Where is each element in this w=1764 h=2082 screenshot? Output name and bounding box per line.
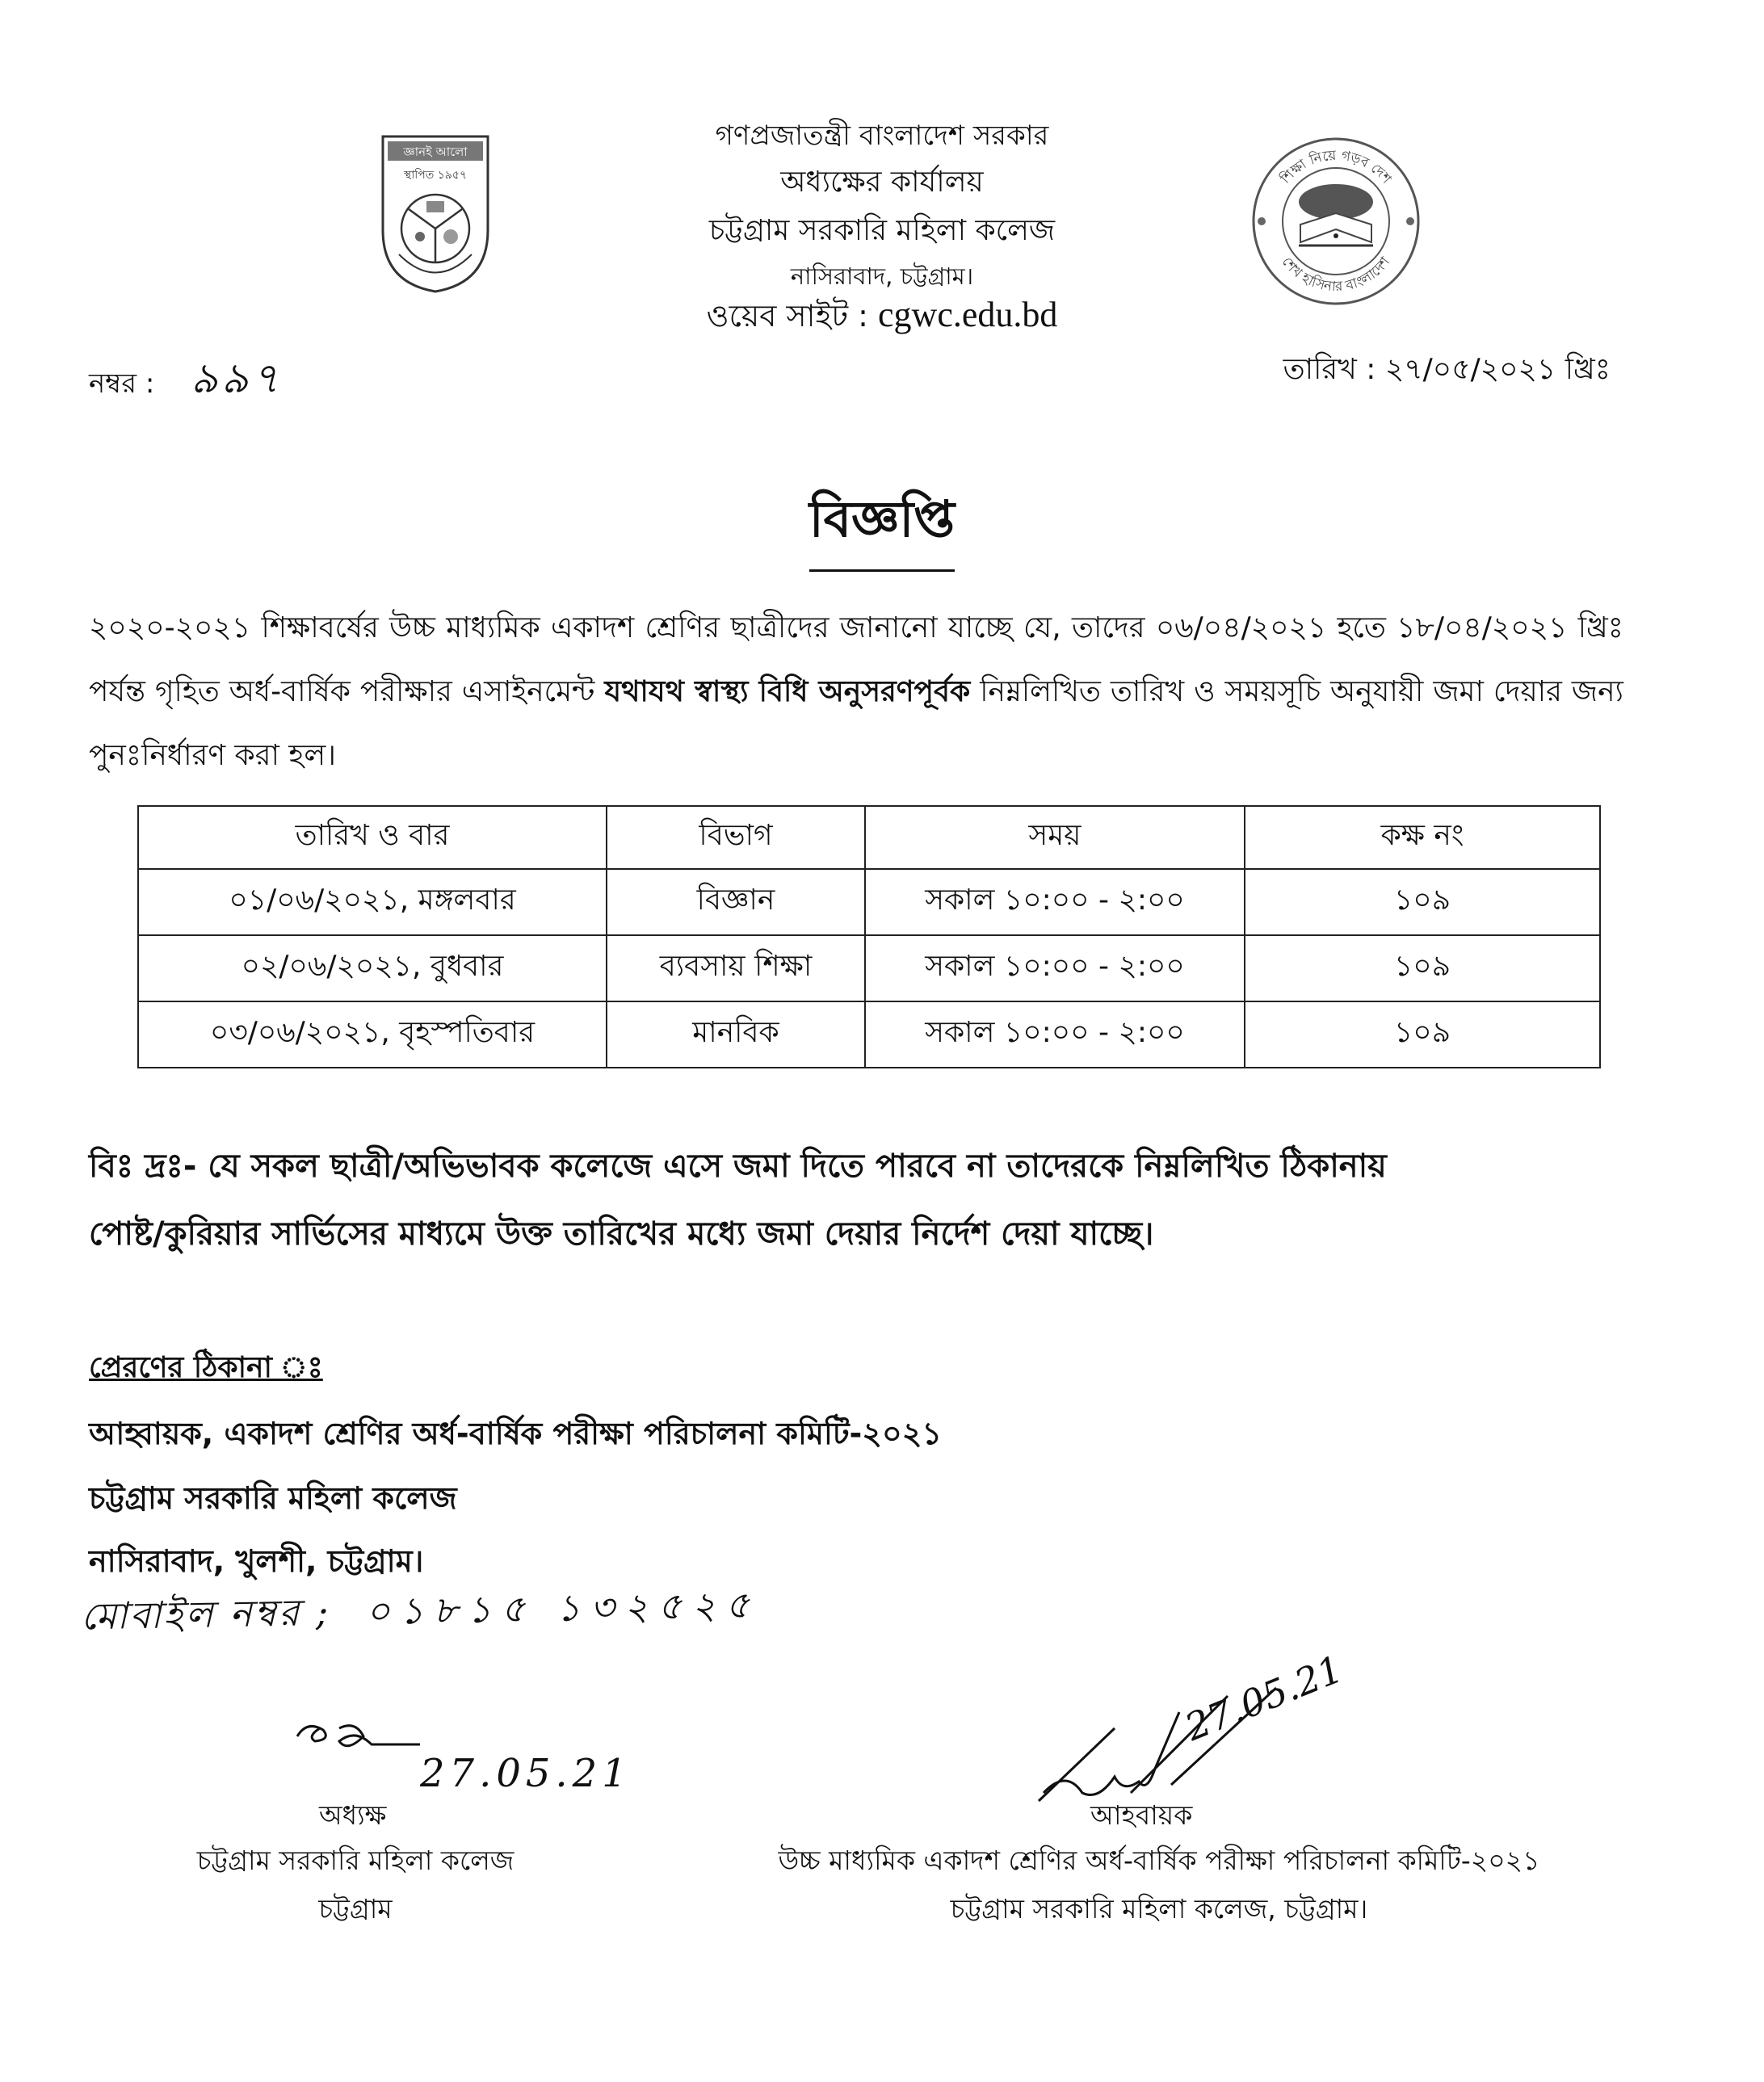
cell-time: সকাল ১০:০০ - ২:০০: [865, 935, 1245, 1001]
address-line-3: নাসিরাবাদ, খুলশী, চট্টগ্রাম।: [89, 1543, 424, 1579]
body-text-bold: যথাযথ স্বাস্থ্য বিধি অনুসরণপূর্বক: [604, 675, 971, 708]
mobile-label: মোবাইল নম্বর ;: [80, 1589, 331, 1639]
cell-room: ১০৯: [1245, 869, 1600, 935]
reference-value: ৯৯৭: [191, 355, 283, 403]
date-value: ২৭/০৫/২০২১ খ্রিঃ: [1384, 353, 1611, 386]
schedule-table: [137, 805, 1601, 1068]
header-room: কক্ষ নং: [1245, 806, 1600, 869]
website-label: ওয়েব সাইট :: [706, 298, 868, 334]
principal-city: চট্টগ্রাম: [318, 1893, 393, 1925]
special-note: [89, 1132, 1672, 1268]
table-row: [138, 869, 1600, 935]
website-line: [0, 292, 1764, 344]
cell-time: সকাল ১০:০০ - ২:০০: [865, 1001, 1245, 1068]
convener-committee: উচ্চ মাধ্যমিক একাদশ শ্রেণির অর্ধ-বার্ষিক পরীক্ষা পরিচালনা কমিটি-২০২১: [778, 1845, 1540, 1876]
notice-title: বিজ্ঞপ্তি: [0, 481, 1764, 572]
govt-name: গণপ্রজাতন্ত্রী বাংলাদেশ সরকার: [715, 120, 1049, 152]
cell-date: ০৩/০৬/২০২১, বৃহস্পতিবার: [138, 1001, 607, 1068]
cell-room: ১০৯: [1245, 935, 1600, 1001]
seal-bottom-text: শেখ হাসিনার বাংলাদেশ: [1278, 254, 1394, 296]
table-row: [138, 935, 1600, 1001]
date-label: তারিখ :: [1283, 353, 1376, 386]
mobile-value: ০১৮১৫ ১৩২৫২৫: [365, 1582, 760, 1634]
convener-role: আহবায়ক: [1090, 1799, 1193, 1831]
header-date: তারিখ ও বার: [138, 806, 607, 869]
header-department: বিভাগ: [607, 806, 865, 869]
college-name: চট্টগ্রাম সরকারি মহিলা কলেজ: [708, 214, 1056, 247]
convener-org: চট্টগ্রাম সরকারি মহিলা কলেজ, চট্টগ্রাম।: [950, 1893, 1368, 1925]
header-time: সময়: [865, 806, 1245, 869]
issue-date: [1283, 347, 1611, 396]
college-location: নাসিরাবাদ, চট্টগ্রাম।: [790, 262, 974, 290]
cell-room: ১০৯: [1245, 1001, 1600, 1068]
principal-org: চট্টগ্রাম সরকারি মহিলা কলেজ: [196, 1845, 514, 1876]
address-heading: প্রেরণের ঠিকানা ঃ: [89, 1351, 323, 1384]
table-header-row: [138, 806, 1600, 869]
convener-sign-date: 27.05.21: [1178, 1647, 1349, 1749]
table-row: [138, 1001, 1600, 1068]
address-line-2: চট্টগ্রাম সরকারি মহিলা কলেজ: [89, 1480, 457, 1516]
cell-date: ০১/০৬/২০২১, মঙ্গলবার: [138, 869, 607, 935]
office-name: অধ্যক্ষের কার্যালয়: [780, 166, 984, 199]
crest-motto: জ্ঞানই আলো: [403, 145, 468, 159]
seal-top-text: শিক্ষা নিয়ে গড়ব দেশ: [1277, 147, 1395, 187]
note-line-2: পোষ্ট/কুরিয়ার সার্ভিসের মাধ্যমে উক্ত তারিখের মধ্যে জমা দেয়ার নির্দেশ দেয়া যাচ্ছে।: [89, 1215, 1154, 1253]
cell-department: ব্যবসায় শিক্ষা: [607, 935, 865, 1001]
body-text-1: ২০২০-২০২১ শিক্ষাবর্ষের উচ্চ মাধ্যমিক একাদশ শ্রেণির ছাত্রীদের জানানো যাচ্ছে যে, তাদের ০৬/০৪/২০২১ হতে ১৮/০৪/২০২১ খ্রিঃ পর্যন্ত গৃহিত অর্ধ-বার্ষিক পরীক্ষার এসাইনমেন্ট: [89, 611, 1623, 708]
mobile-number-handwritten: [80, 1577, 759, 1651]
principal-sign-date: 27.05.21: [420, 1751, 632, 1796]
address-line-1: আহ্বায়ক, একাদশ শ্রেণির অর্ধ-বার্ষিক পরীক্ষা পরিচালনা কমিটি-২০২১: [89, 1416, 943, 1451]
cell-time: সকাল ১০:০০ - ২:০০: [865, 869, 1245, 935]
reference-number: [89, 346, 282, 416]
cell-department: বিজ্ঞান: [607, 869, 865, 935]
notice-body: [89, 596, 1623, 787]
body-text-2: নিম্নলিখিত তারিখ ও সময়সূচি অনুযায়ী জমা দেয়ার জন্য পুনঃনির্ধারণ করা হল।: [89, 675, 1623, 772]
reference-label: নম্বর :: [89, 367, 155, 400]
cell-date: ০২/০৬/২০২১, বুধবার: [138, 935, 607, 1001]
website-link[interactable]: cgwc.edu.bd: [878, 295, 1058, 334]
cell-department: মানবিক: [607, 1001, 865, 1068]
note-line-1: বিঃ দ্রঃ- যে সকল ছাত্রী/অভিভাবক কলেজে এসে জমা দিতে পারবে না তাদেরকে নিম্নলিখিত ঠিকানায়: [89, 1148, 1387, 1185]
principal-role: অধ্যক্ষ: [319, 1799, 387, 1831]
crest-established: স্থাপিত ১৯৫৭: [403, 169, 468, 182]
